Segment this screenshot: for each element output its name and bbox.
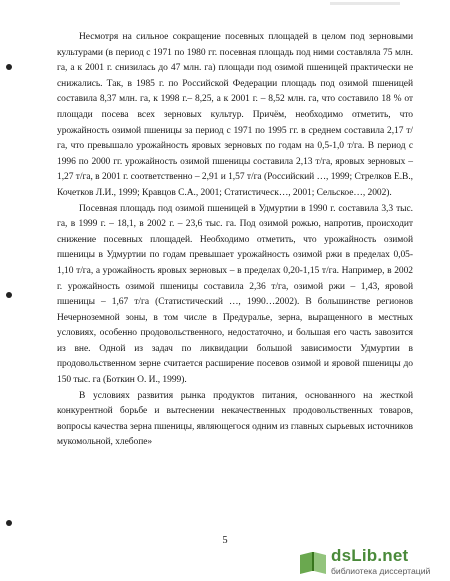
watermark-brand: dsLib.net: [331, 546, 409, 565]
page-number: 5: [222, 535, 228, 546]
paragraph: В условиях развития рынка продуктов питания, основанного на жесткой конкурентной борьбе и вытеснении некачественных продовольственных товаров, вопросы качества зерна пшеницы, являющегося одним из главных сырьевых источников мукомольной, хлебопе»: [57, 390, 413, 448]
punch-hole-icon: [6, 64, 12, 70]
punch-hole-icon: [6, 292, 12, 298]
book-logo-icon: [298, 549, 328, 575]
paragraph: Посевная площадь под озимой пшеницей в Удмуртии в 1990 г. составила 3,3 тыс. га, в 1999 г. – 18,1, в 2002 г. – 23,6 тыс. га. Под озимой рожью, напротив, происходит снижение посевных площадей. Необходимо отметить, что урожайность озимой пшеницы в Удмуртии по годам превышает урожайность озимой ржи в пределах 0,05-1,10 т/га, а урожайность яровых зерновых – в пределах 0,20-1,15 т/га. Например, в 2002 г. урожайность озимой пшеницы составила 2,36 т/га, озимой ржи – 1,43, яровой пшеницы – 1,67 т/га (Статистический …, 1990…2002). В большинстве регионов Нечерноземной зоны, в том числе в Предуралье, зерна, выращенного в местных условиях, особенно продовольственного, недостаточно, и большая его часть завозится из вне. Одной из задач по ликвидации большой зависимости Удмуртии в продовольственном зерне считается расширение посевов озимой и яровой пшеницы до 150 тыс. га (Боткин О. И., 1999).: [57, 203, 413, 386]
watermark[interactable]: [298, 545, 448, 579]
watermark-subtitle: библиотека диссертаций: [331, 566, 431, 576]
punch-hole-icon: [6, 520, 12, 526]
document-body: [57, 30, 413, 451]
scan-artifact: [330, 2, 400, 5]
paragraph: Несмотря на сильное сокращение посевных площадей в целом под зерновыми культурами (в период с 1971 по 1980 гг. посевная площадь под ними составляла 75 млн. га, а к 2001 г. снизилась до 47 млн. га) площади под озимой пшеницей практически не снижались. Так, в 1985 г. по Российской Федерации площадь под озимой пшеницей составила 8,37 млн. га, к 1998 г.– 8,25, а к 2001 г. – 8,52 млн. га, что составило 18 % от площади посева всех зерновых культур. Причём, необходимо отметить, что урожайность озимой пшеницы за период с 1971 по 1995 гг. в среднем составила 2,17 т/га, что превышало урожайность яровых зерновых по годам на 0,5-1,0 т/га. В период с 1996 по 2000 гг. урожайность озимой пшеницы составила 2,13 т/га, яровых зерновых – 1,27 т/га, в 2001 г. соответственно – 2,91 и 1,57 т/га (Российский …, 1999; Стрелков Е.В., Кочетков Л.И., 1999; Кравцов С.А., 2001; Статистическ…, 2001; Сельское…, 2002).: [57, 32, 413, 198]
